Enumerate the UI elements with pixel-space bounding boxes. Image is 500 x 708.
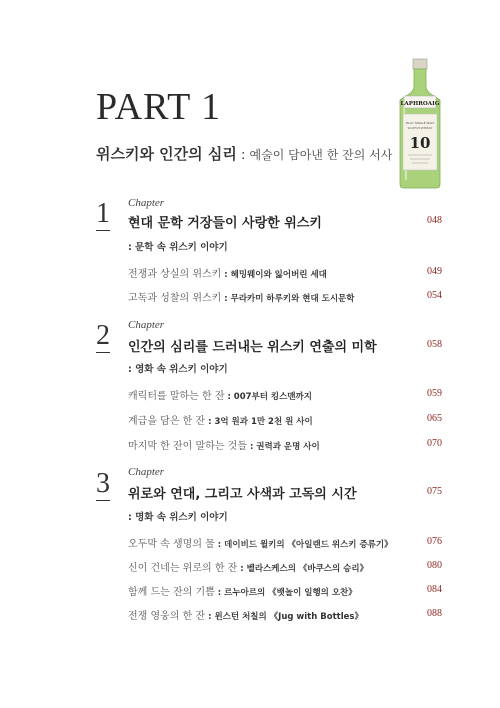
toc-entry-title: 캐릭터를 말하는 한 잔	[128, 391, 225, 402]
chapter-label: Chapter	[128, 466, 165, 478]
chapter-subtitle: : 명화 속 위스키 이야기	[128, 512, 228, 523]
chapter-page-number: 048	[427, 215, 442, 226]
chapter-number-text: 1	[96, 198, 110, 229]
toc-entry-title: 함께 드는 잔의 기쁨	[128, 587, 215, 598]
toc-entry[interactable]	[128, 289, 354, 304]
toc-entry[interactable]	[128, 607, 363, 622]
toc-entry-page: 088	[427, 608, 442, 619]
chapter-title[interactable]: 현대 문학 거장들이 사랑한 위스키	[128, 216, 322, 231]
toc-entry-page: 065	[427, 413, 442, 424]
chapter-label: Chapter	[128, 197, 165, 209]
part-subtitle	[96, 143, 392, 164]
chapter-number-underline	[96, 500, 110, 501]
part-subtitle-sub: 예술이 담아낸 한 잔의 서사	[249, 148, 393, 162]
chapter-title[interactable]: 위로와 연대, 그리고 사색과 고독의 시간	[128, 487, 357, 502]
toc-entry-title: 신이 건네는 위로의 한 잔	[128, 563, 238, 574]
toc-entry[interactable]	[128, 583, 357, 598]
toc-entry-title: 전쟁과 상실의 위스키	[128, 269, 222, 280]
chapter-page-number: 075	[427, 486, 442, 497]
chapter-subtitle: : 영화 속 위스키 이야기	[128, 364, 228, 375]
toc-entry-page: 059	[427, 388, 442, 399]
toc-entry-title: 전쟁 영웅의 한 잔	[128, 611, 206, 622]
bottle-brand: LAPHROAIG	[400, 101, 440, 107]
toc-entry-subtitle: : 윈스턴 처칠의 《Jug with Bottles》	[205, 612, 363, 622]
chapter-number-underline	[96, 230, 110, 231]
bottle-label-line-1: ISLAY SINGLE MALT	[405, 121, 435, 125]
bottle-label-line-2: SCOTCH WHISKY	[407, 126, 433, 130]
part-subtitle-separator: :	[236, 148, 250, 163]
toc-entry-subtitle: : 무라카미 하루키와 현대 도시문학	[221, 294, 355, 304]
chapter-page-number: 058	[427, 339, 442, 350]
toc-entry-page: 070	[427, 438, 442, 449]
toc-entry-subtitle: : 벨라스케스의 《바쿠스의 승리》	[237, 564, 369, 574]
toc-entry-subtitle: : 007부터 킹스맨까지	[224, 392, 312, 402]
toc-entry[interactable]	[128, 412, 313, 427]
whisky-bottle-illustration	[394, 58, 446, 190]
chapter-subtitle: : 문학 속 위스키 이야기	[128, 242, 228, 253]
toc-entry-page: 080	[427, 560, 442, 571]
toc-entry-subtitle: : 헤밍웨이와 잃어버린 세대	[221, 270, 327, 280]
toc-entry-title: 계급을 담은 한 잔	[128, 416, 206, 427]
toc-entry-page: 084	[427, 584, 442, 595]
toc-entry[interactable]	[128, 559, 368, 574]
toc-entry-subtitle: : 권력과 운명 사이	[246, 442, 320, 452]
toc-entry-page: 076	[427, 536, 442, 547]
toc-entry[interactable]	[128, 437, 320, 452]
toc-entry-page: 054	[427, 290, 442, 301]
bottle-cap	[413, 59, 427, 69]
part-title: PART 1	[96, 86, 222, 128]
chapter-number-text: 2	[96, 320, 110, 351]
toc-entry-subtitle: : 르누아르의 《뱃놀이 일행의 오찬》	[214, 588, 357, 598]
toc-entry[interactable]	[128, 535, 393, 550]
chapter-number	[96, 470, 110, 501]
toc-entry[interactable]	[128, 265, 327, 280]
chapter-number	[96, 200, 110, 231]
toc-entry-title: 오두막 속 생명의 물	[128, 539, 215, 550]
chapter-label: Chapter	[128, 319, 165, 331]
chapter-number-text: 3	[96, 468, 110, 499]
toc-entry-title: 고독과 성찰의 위스키	[128, 293, 222, 304]
toc-entry[interactable]	[128, 387, 312, 402]
part-subtitle-main: 위스키와 인간의 심리	[96, 145, 237, 163]
toc-entry-subtitle: : 데이비드 윌키의 《아일랜드 위스키 증류기》	[214, 540, 393, 550]
chapter-number-underline	[96, 352, 110, 353]
toc-entry-page: 049	[427, 266, 442, 277]
bottle-age: 10	[409, 134, 431, 152]
toc-entry-title: 마지막 한 잔이 말하는 것들	[128, 441, 247, 452]
chapter-title[interactable]: 인간의 심리를 드러내는 위스키 연출의 미학	[128, 340, 377, 355]
toc-entry-subtitle: : 3억 원과 1만 2천 원 사이	[205, 417, 313, 427]
chapter-number	[96, 322, 110, 353]
